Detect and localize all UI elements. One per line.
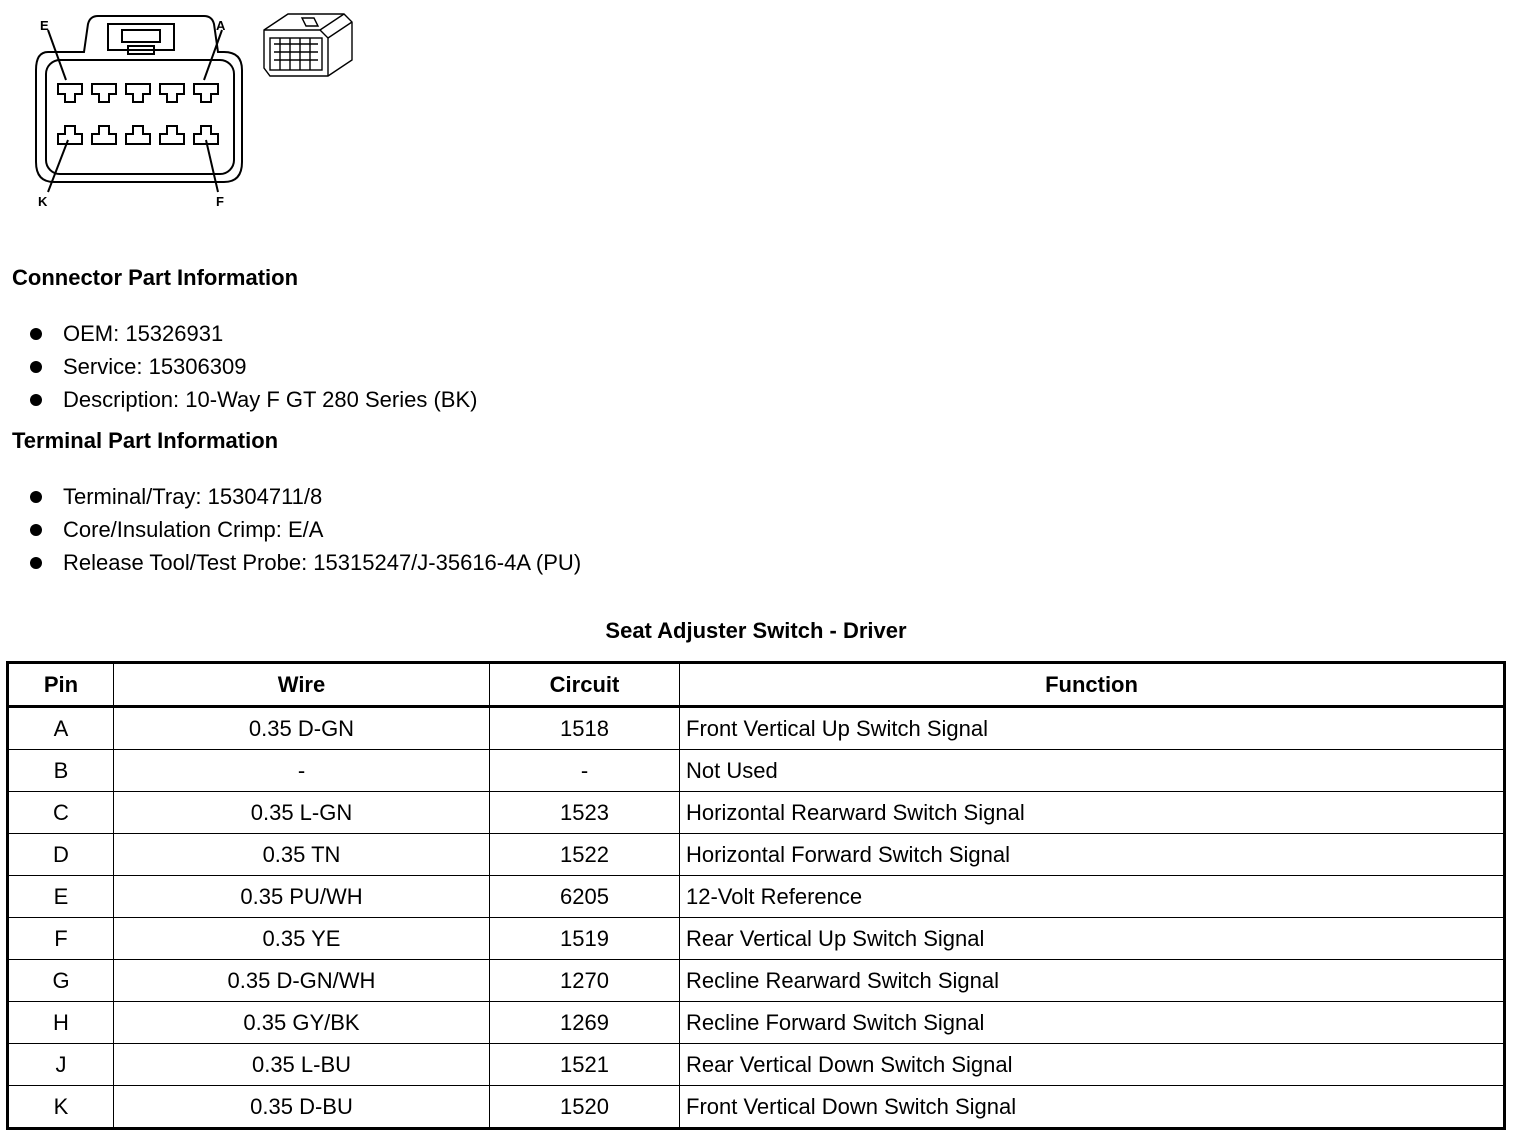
terminal-cavity-icon — [58, 84, 82, 102]
table-row — [8, 876, 1505, 918]
terminal-tray: Terminal/Tray: 15304711/8 — [63, 484, 323, 509]
wire-cell: 0.35 D-BU — [114, 1086, 490, 1129]
connector-service: Service: 15306309 — [63, 354, 247, 379]
connector-description: Description: 10-Way F GT 280 Series (BK) — [63, 387, 478, 412]
pin-cell: D — [8, 834, 114, 876]
list-item — [28, 317, 477, 350]
function-cell: Front Vertical Up Switch Signal — [680, 707, 1505, 750]
table-row — [8, 707, 1505, 750]
list-item — [28, 383, 477, 416]
function-cell: Recline Forward Switch Signal — [680, 1002, 1505, 1044]
connector-face-diagram — [28, 10, 248, 210]
bullet-icon — [30, 491, 42, 503]
bullet-icon — [30, 394, 42, 406]
list-item — [28, 350, 477, 383]
wire-cell: 0.35 GY/BK — [114, 1002, 490, 1044]
pin-label-f: F — [216, 194, 224, 209]
bullet-icon — [30, 524, 42, 536]
terminal-cavity-icon — [126, 84, 150, 102]
circuit-cell: 1521 — [490, 1044, 680, 1086]
connector-oem: OEM: 15326931 — [63, 321, 224, 346]
circuit-cell: 1269 — [490, 1002, 680, 1044]
pin-cell: A — [8, 707, 114, 750]
table-row — [8, 918, 1505, 960]
pinout-table — [6, 661, 1506, 1130]
circuit-cell: 1522 — [490, 834, 680, 876]
pin-cell: J — [8, 1044, 114, 1086]
table-row — [8, 1044, 1505, 1086]
table-title: Seat Adjuster Switch - Driver — [605, 618, 907, 643]
table-row — [8, 792, 1505, 834]
pin-label-a: A — [216, 18, 226, 33]
connector-photo — [258, 8, 358, 80]
circuit-cell: 1520 — [490, 1086, 680, 1129]
wire-cell: 0.35 YE — [114, 918, 490, 960]
function-cell: Recline Rearward Switch Signal — [680, 960, 1505, 1002]
terminal-cavity-icon — [194, 84, 218, 102]
pin-cell: B — [8, 750, 114, 792]
wire-cell: 0.35 PU/WH — [114, 876, 490, 918]
pin-cell: C — [8, 792, 114, 834]
table-row — [8, 960, 1505, 1002]
header-pin: Pin — [8, 663, 114, 707]
terminal-cavity-icon — [126, 126, 150, 144]
table-row — [8, 834, 1505, 876]
function-cell: Rear Vertical Up Switch Signal — [680, 918, 1505, 960]
bullet-icon — [30, 557, 42, 569]
terminal-cavity-icon — [92, 126, 116, 144]
pin-label-e: E — [40, 18, 49, 33]
pin-label-k: K — [38, 194, 48, 209]
circuit-cell: 1518 — [490, 707, 680, 750]
header-circuit: Circuit — [490, 663, 680, 707]
table-header-row — [8, 663, 1505, 707]
terminal-info-heading: Terminal Part Information — [12, 428, 279, 453]
pin-cell: F — [8, 918, 114, 960]
circuit-cell: 1519 — [490, 918, 680, 960]
terminal-cavity-icon — [92, 84, 116, 102]
bullet-icon — [30, 328, 42, 340]
function-cell: Not Used — [680, 750, 1505, 792]
terminal-info-list — [28, 480, 581, 579]
terminal-crimp: Core/Insulation Crimp: E/A — [63, 517, 324, 542]
list-item — [28, 480, 581, 513]
connector-info-list — [28, 317, 477, 416]
terminal-cavity-icon — [58, 126, 82, 144]
circuit-cell: - — [490, 750, 680, 792]
pin-cell: E — [8, 876, 114, 918]
wire-cell: 0.35 D-GN/WH — [114, 960, 490, 1002]
bullet-icon — [30, 361, 42, 373]
function-cell: Front Vertical Down Switch Signal — [680, 1086, 1505, 1129]
pin-cell: H — [8, 1002, 114, 1044]
connector-info-heading: Connector Part Information — [12, 265, 299, 290]
wire-cell: 0.35 TN — [114, 834, 490, 876]
circuit-cell: 1523 — [490, 792, 680, 834]
function-cell: 12-Volt Reference — [680, 876, 1505, 918]
function-cell: Horizontal Rearward Switch Signal — [680, 792, 1505, 834]
pin-cell: G — [8, 960, 114, 1002]
header-function: Function — [680, 663, 1505, 707]
table-row — [8, 1086, 1505, 1129]
terminal-release-tool: Release Tool/Test Probe: 15315247/J-35616-4A (PU) — [63, 550, 582, 575]
terminal-cavity-icon — [160, 126, 184, 144]
table-row — [8, 1002, 1505, 1044]
function-cell: Rear Vertical Down Switch Signal — [680, 1044, 1505, 1086]
circuit-cell: 1270 — [490, 960, 680, 1002]
list-item — [28, 513, 581, 546]
circuit-cell: 6205 — [490, 876, 680, 918]
list-item — [28, 546, 581, 579]
wire-cell: 0.35 D-GN — [114, 707, 490, 750]
wire-cell: 0.35 L-GN — [114, 792, 490, 834]
wire-cell: 0.35 L-BU — [114, 1044, 490, 1086]
function-cell: Horizontal Forward Switch Signal — [680, 834, 1505, 876]
wire-cell: - — [114, 750, 490, 792]
table-row — [8, 750, 1505, 792]
pin-cell: K — [8, 1086, 114, 1129]
header-wire: Wire — [114, 663, 490, 707]
terminal-cavity-icon — [160, 84, 184, 102]
